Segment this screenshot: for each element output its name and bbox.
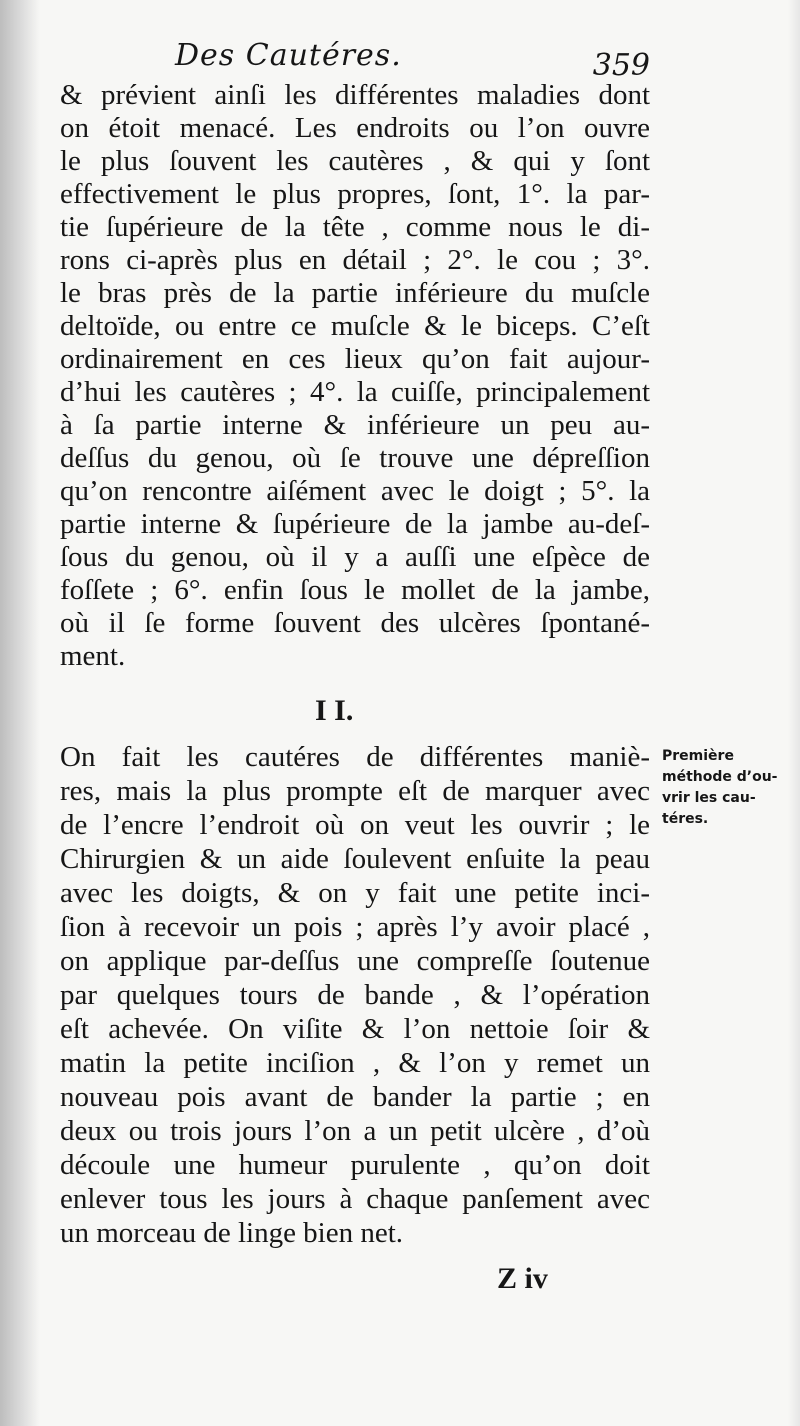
text-line: rons ci-après plus en détail ; 2°. le cou ; 3°. — [60, 244, 650, 276]
text-line: eſt achevée. On viſite & l’on nettoie ſoir & — [60, 1013, 650, 1045]
text-line: on étoit menacé. Les endroits ou l’on ouvre — [60, 112, 650, 144]
text-line: le plus ſouvent les cautères , & qui y ſont — [60, 145, 650, 177]
margin-note-line: méthode d’ou- — [662, 769, 778, 785]
page-gutter-shadow — [0, 0, 40, 1426]
text-line: de l’encre l’endroit où on veut les ouvrir ; le — [60, 809, 650, 841]
text-line: partie interne & ſupérieure de la jambe au-deſ- — [60, 508, 650, 540]
text-line: effectivement le plus propres, ſont, 1°. la par- — [60, 178, 650, 210]
text-line: un morceau de linge bien net. — [60, 1217, 404, 1249]
margin-note-line: Première — [662, 748, 734, 764]
text-line: nouveau pois avant de bander la partie ; en — [60, 1081, 650, 1113]
running-title: Des Cautéres. — [175, 38, 402, 73]
text-line: ment. — [60, 640, 126, 672]
signature-mark: Z iv — [497, 1262, 548, 1295]
text-line: matin la petite inciſion , & l’on y remet un — [60, 1047, 650, 1079]
text-line: où il ſe forme ſouvent des ulcères ſpontané- — [60, 607, 650, 639]
margin-note — [662, 746, 792, 830]
text-line: qu’on rencontre aiſément avec le doigt ; 5°. la — [60, 475, 650, 507]
text-line: res, mais la plus prompte eſt de marquer avec — [60, 775, 650, 807]
text-line: on applique par-deſſus une compreſſe ſoutenue — [60, 945, 650, 977]
text-line: d’hui les cautères ; 4°. la cuiſſe, principalement — [60, 376, 650, 408]
text-line: Chirurgien & un aide ſoulevent enſuite la peau — [60, 843, 650, 875]
text-line: tie ſupérieure de la tête , comme nous le di- — [60, 211, 650, 243]
text-line: ſous du genou, où il y a auſſi une eſpèce de — [60, 541, 650, 573]
text-line: à ſa partie interne & inférieure un peu au- — [60, 409, 650, 441]
text-line: ſion à recevoir un pois ; après l’y avoir placé , — [60, 911, 650, 943]
text-line: deſſus du genou, où ſe trouve une dépreſſion — [60, 442, 650, 474]
text-line: deux ou trois jours l’on a un petit ulcère , d’où — [60, 1115, 650, 1147]
text-line: On fait les cautéres de différentes maniè- — [60, 741, 650, 773]
page-edge-shadow — [788, 0, 800, 1426]
page-header — [175, 30, 650, 83]
text-line: foſſete ; 6°. enfin ſous le mollet de la jambe, — [60, 574, 650, 606]
text-line: enlever tous les jours à chaque panſement avec — [60, 1183, 650, 1215]
text-line: ordinairement en ces lieux qu’on fait aujour- — [60, 343, 650, 375]
text-line: deltoïde, ou entre ce muſcle & le biceps. C’eſt — [60, 310, 650, 342]
margin-note-line: vrir les cau- — [662, 790, 756, 806]
text-line: & prévient ainſi les différentes maladies dont — [60, 79, 650, 111]
text-line: avec les doigts, & on y fait une petite inci- — [60, 877, 650, 909]
page-number: 359 — [592, 48, 650, 83]
margin-note-line: téres. — [662, 811, 709, 827]
text-line: découle une humeur purulente , qu’on doit — [60, 1149, 650, 1181]
text-line: par quelques tours de bande , & l’opération — [60, 979, 650, 1011]
section-number: I I. — [315, 694, 354, 727]
text-line: le bras près de la partie inférieure du muſcle — [60, 277, 650, 309]
